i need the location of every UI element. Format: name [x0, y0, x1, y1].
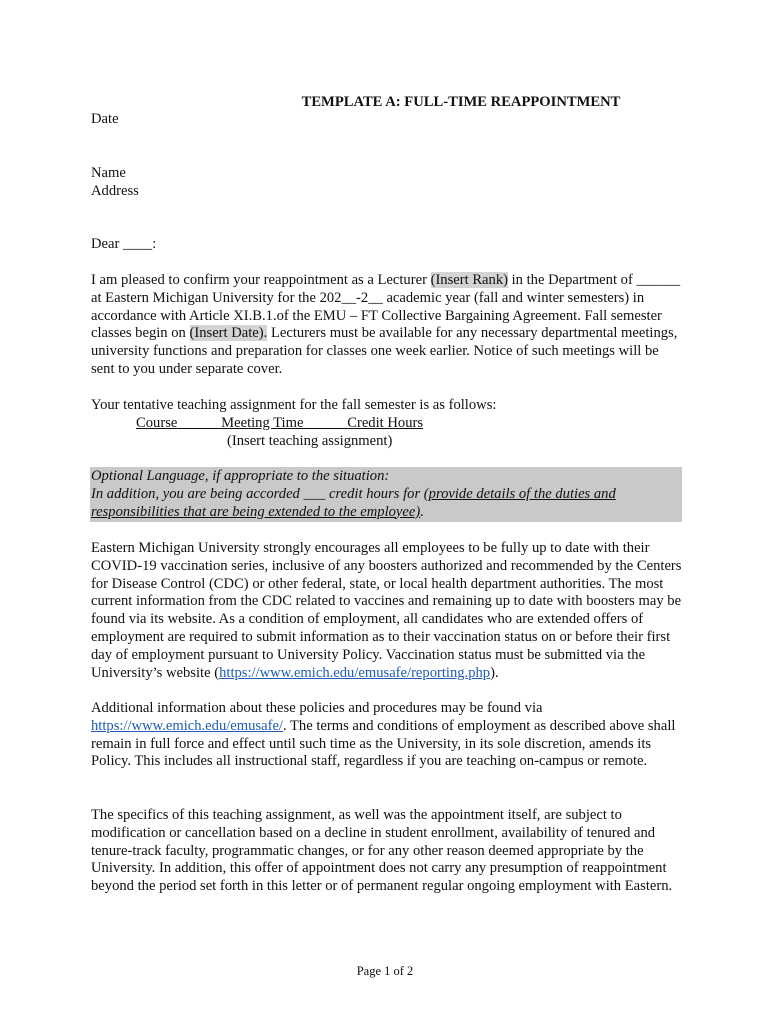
assignment-intro: Your tentative teaching assignment for the fall semester is as follows: [91, 397, 497, 413]
optional-text-2: . [420, 503, 424, 520]
address-line: Address [91, 183, 139, 199]
vaccine-text-2: ). [490, 664, 499, 681]
paragraph-reappointment [91, 272, 683, 379]
policies-text-1: Additional information about these policies and procedures may be found via [91, 700, 543, 716]
paragraph-vaccination [91, 540, 683, 682]
date-line: Date [91, 111, 119, 127]
optional-language-box [90, 467, 682, 522]
insert-date-field: (Insert Date). [189, 325, 268, 342]
col-meeting-time: Meeting Time [221, 415, 304, 431]
optional-text-1: In addition, you are being accorded ___ credit hours for [91, 485, 424, 502]
col-course: Course [136, 415, 178, 431]
vaccine-text-1: Eastern Michigan University strongly encourages all employees to be fully up to date with their COVID-19 vaccination series, inclusive of any boosters authorized and recommended by the Centers for Disease Control (CDC) or other federal, state, or local health department authorities. The most current information from the CDC related to vaccines and remaining up to date with boosters may be found via its website. As a condition of employment, all candidates who are extended offers of employment are required to submit information as to their vaccination status on or before their first day of employment pursuant to University Policy. Vaccination status must be submitted via the University’s website ( [91, 540, 682, 681]
para1-text-2: in the Department of ______ at Eastern Michigan University for the 202__-2__ academic year (fall and winter semesters) in accordance with Article XI.B.1.of the EMU – FT Collective Bargaining Agreement. Fall semester classes begin on [91, 272, 681, 342]
paragraph-specifics: The specifics of this teaching assignment, as well was the appointment itself, are subject to modification or cancellation based on a decline in student enrollment, availability of tenured and tenure-track faculty, programmatic changes, or for any other reason deemed appropriate by the University. In addition, this offer of appointment does not carry any presumption of reappointment beyond the period set forth in this letter or of permanent regular ongoing employment with Eastern. [91, 807, 673, 895]
insert-assignment-placeholder: (Insert teaching assignment) [227, 433, 393, 449]
optional-details: (provide details of the duties and responsibilities that are being extended to the employee) [91, 485, 616, 520]
col-credit-hours: Credit Hours [347, 415, 424, 431]
assignment-header-row [136, 415, 423, 433]
insert-rank-field: (Insert Rank) [430, 272, 508, 288]
col-spacer-2 [303, 415, 347, 431]
para1-text-1: I am pleased to confirm your reappointment as a Lecturer [91, 272, 431, 288]
salutation: Dear ____: [91, 236, 157, 252]
col-spacer-1 [177, 415, 221, 431]
policies-text-2: . The terms and conditions of employment as described above shall remain in full force and effect until such time as the University, in its sole discretion, amends its Policy. This includes all instructional staff, regardless if you are teaching on-campus or remote. [91, 717, 676, 770]
emusafe-link[interactable]: https://www.emich.edu/emusafe/ [91, 717, 283, 734]
optional-heading: Optional Language, if appropriate to the situation: [91, 468, 390, 484]
para1-text-3: Lecturers must be available for any necessary departmental meetings, university functions and preparation for classes one week earlier. Notice of such meetings will be sent to you under separate cover. [91, 325, 678, 377]
name-line: Name [91, 165, 126, 181]
page-footer: Page 1 of 2 [356, 964, 414, 978]
reporting-link[interactable]: https://www.emich.edu/emusafe/reporting.php [219, 664, 491, 681]
paragraph-policies [91, 700, 683, 771]
page-title: TEMPLATE A: FULL-TIME REAPPOINTMENT [301, 94, 621, 110]
optional-text [91, 486, 681, 522]
